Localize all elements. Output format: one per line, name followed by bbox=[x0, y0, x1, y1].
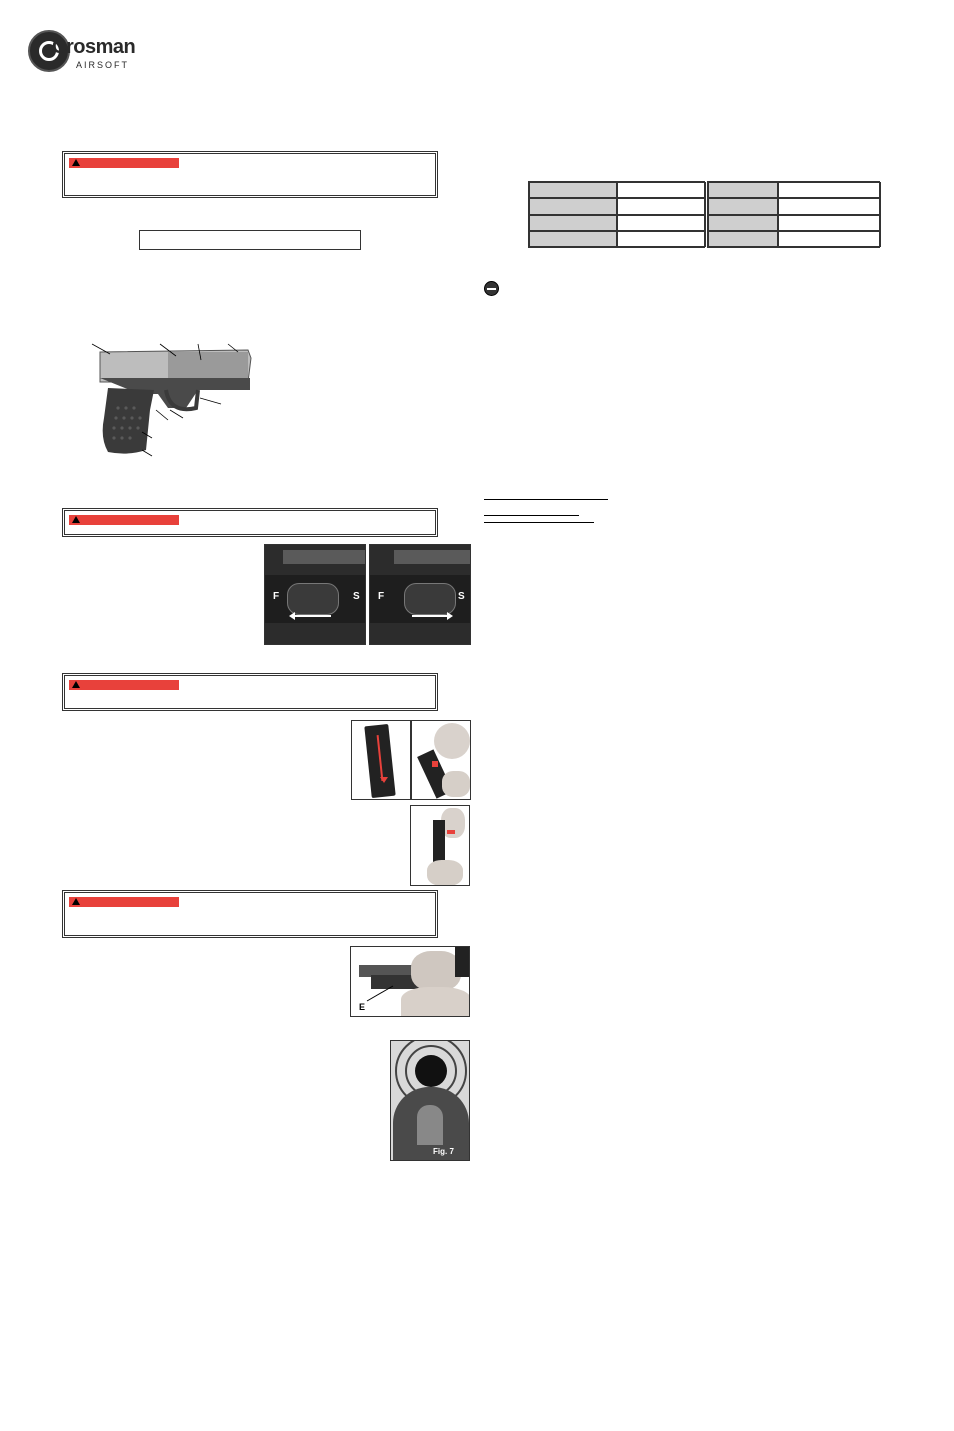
spec-cell bbox=[529, 198, 617, 214]
warning-box-3 bbox=[62, 673, 438, 711]
spec-cell bbox=[708, 198, 778, 214]
warning-banner bbox=[69, 897, 179, 907]
warning-banner bbox=[69, 515, 179, 525]
warning-icon bbox=[72, 898, 80, 905]
magazine-photo-1 bbox=[351, 720, 411, 800]
logo-wordmark: Crosman bbox=[52, 36, 136, 58]
warning-box-2 bbox=[62, 508, 438, 537]
safety-photo-safe bbox=[369, 544, 471, 645]
part-label-e: E bbox=[359, 1002, 366, 1012]
logo-subtitle: AIRSOFT bbox=[76, 60, 130, 70]
spec-cell bbox=[529, 231, 617, 247]
safety-photo-fire bbox=[264, 544, 366, 645]
magazine-photo-3 bbox=[410, 805, 470, 886]
spec-cell bbox=[778, 231, 881, 247]
pistol-diagram bbox=[88, 338, 263, 463]
spec-cell bbox=[617, 231, 706, 247]
leader-line bbox=[170, 410, 183, 418]
slide-pull-photo bbox=[350, 946, 470, 1017]
underline-rule bbox=[484, 499, 608, 500]
spec-table-right bbox=[707, 181, 880, 248]
leader-line bbox=[156, 410, 168, 420]
warning-box-4 bbox=[62, 890, 438, 938]
spec-cell bbox=[778, 215, 881, 231]
arrow-left-icon bbox=[293, 615, 331, 617]
spec-cell bbox=[617, 182, 706, 198]
safety-lever bbox=[404, 583, 456, 615]
fig7-target-photo bbox=[390, 1040, 470, 1161]
warning-icon bbox=[72, 681, 80, 688]
arrow-right-icon bbox=[412, 615, 448, 617]
pistol-grip bbox=[103, 388, 154, 454]
empty-label-box bbox=[139, 230, 361, 250]
spec-cell bbox=[529, 215, 617, 231]
crosman-logo bbox=[28, 30, 146, 76]
fire-label: F bbox=[273, 591, 280, 602]
warning-icon bbox=[72, 516, 80, 523]
underline-rule bbox=[484, 522, 594, 523]
spec-cell bbox=[708, 182, 778, 198]
spec-table-left bbox=[528, 181, 705, 248]
safety-lever bbox=[287, 583, 339, 615]
leader-line bbox=[200, 398, 221, 404]
fig7-caption: Fig. 7 bbox=[433, 1147, 454, 1156]
warning-icon bbox=[72, 159, 80, 166]
safe-label: S bbox=[458, 591, 465, 602]
underline-rule bbox=[484, 515, 579, 516]
safe-label: S bbox=[353, 591, 360, 602]
spec-cell bbox=[708, 215, 778, 231]
warning-box-1 bbox=[62, 151, 438, 198]
spec-cell bbox=[778, 198, 881, 214]
leader-line bbox=[142, 450, 152, 456]
safety-seal-icon bbox=[484, 281, 499, 296]
spec-cell bbox=[708, 231, 778, 247]
warning-banner bbox=[69, 158, 179, 168]
magazine-photo-2 bbox=[411, 720, 471, 800]
spec-cell bbox=[778, 182, 881, 198]
fire-label: F bbox=[378, 591, 385, 602]
spec-cell bbox=[529, 182, 617, 198]
spec-cell bbox=[617, 198, 706, 214]
warning-banner bbox=[69, 680, 179, 690]
spec-cell bbox=[617, 215, 706, 231]
